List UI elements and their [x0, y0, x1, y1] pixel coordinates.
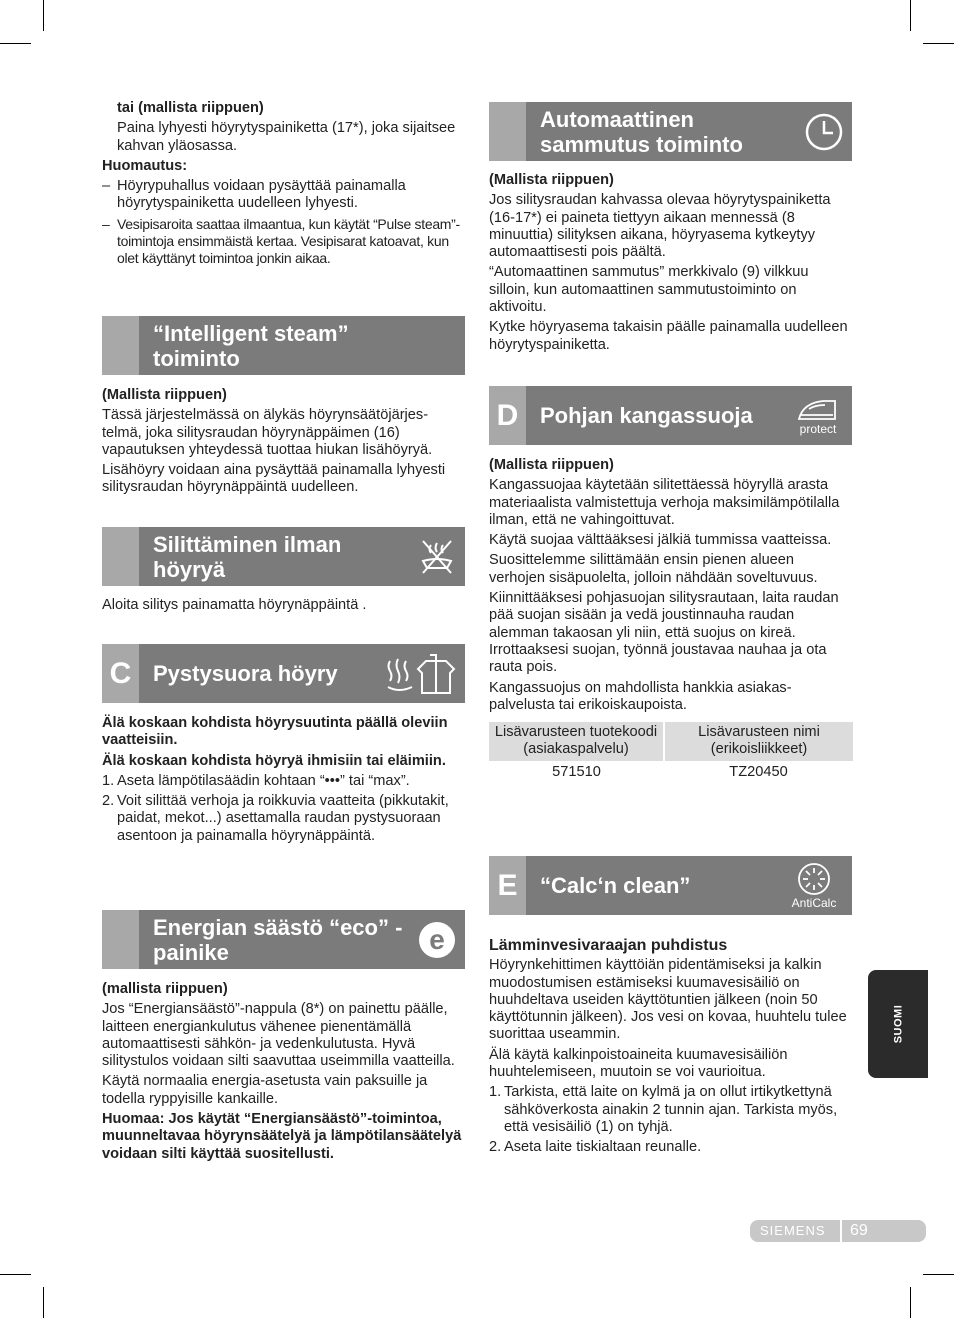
anticalc-icon: AntiCalc — [782, 860, 846, 911]
paragraph: Lisähöyry voidaan aina pysäyttää painamalla lyhyesti silitysraudan höyrynäppäintä uudelleen. — [102, 462, 446, 496]
note-label: Huomautus: — [102, 157, 188, 174]
paragraph: Aloita silitys painamatta höyrynäppäintä . — [102, 597, 367, 613]
note-paragraph: Huomaa: Jos käytät “Energiansäästö”-toimintoa, muunneltavaa höyrynsäätelyä ja lämpötilansäätelyä voidaan silti käyttää suositellusti. — [102, 1111, 462, 1162]
crop-mark — [910, 1287, 911, 1318]
paragraph: Tässä järjestelmässä on älykäs höyrynsäätöjärjes-telmä, joka silitysraudan höyrynäppäimen (16) vapautuksen yhteydessä tuottaa hiukan lisähöyryä. — [102, 407, 433, 458]
crop-mark — [0, 1274, 31, 1275]
table-header-name: Lisävarusteen nimi (erikoisliikkeet) — [664, 722, 853, 761]
footer-bar — [750, 1220, 926, 1242]
subheading: (Mallista riippuen) — [102, 387, 227, 403]
no-steam-icon — [415, 531, 459, 582]
intro-subheading: tai (mallista riippuen) — [117, 100, 264, 116]
section-tab — [102, 527, 139, 586]
paragraph: Älä käytä kalkinpoistoaineita kuumavesisäiliön huuhtelemiseen, muutoin se voi vaurioitua. — [489, 1046, 788, 1081]
subheading: (mallista riippuen) — [102, 981, 228, 997]
list-item: 2. Voit silittää verhoja ja roikkuvia vaatteita (pikkutakit, paidat, mekot...) asettamalla raudan pystysuoraan asentoon ja painamalla höyrynäppäintä. — [102, 793, 449, 844]
paragraph: “Automaattinen sammutus” merkkivalo (9) vilkkuu silloin, kun automaattinen sammutustoiminto on aktivoitu. — [489, 264, 809, 316]
note-item: – Höyrypuhallus voidaan pysäyttää painamalla höyrytyspainiketta uudelleen lyhyesti. — [102, 178, 406, 212]
warning-text: Älä koskaan kohdista höyrysuutinta päällä oleviin vaatteisiin. — [102, 715, 448, 749]
crop-mark — [43, 1287, 44, 1318]
section-header-calc-clean — [489, 856, 852, 915]
svg-text:e: e — [429, 923, 445, 955]
vertical-steam-garment-icon — [383, 648, 459, 699]
crop-mark — [43, 0, 44, 31]
crop-mark — [923, 1274, 954, 1275]
section-tab — [102, 316, 139, 375]
section-header-intelligent-steam — [102, 316, 465, 375]
section-header-vertical-steam — [102, 644, 465, 703]
section-tab — [489, 102, 526, 161]
crop-mark — [0, 43, 31, 44]
table-cell-name: TZ20450 — [729, 763, 788, 780]
paragraph: Jos silitysraudan kahvassa olevaa höyrytyspainiketta (16-17*) ei paineta tiettyyn aikaan mennessä (8 minuuttia) silityksen aikana, höyryasema kytkeytyy automaattisesti pois päältä. — [489, 192, 831, 261]
section-tab — [102, 910, 139, 969]
table-header-code: Lisävarusteen tuotekoodi (asiakaspalvelu) — [489, 722, 664, 761]
crop-mark — [923, 43, 954, 44]
section-title: Silittäminen ilman höyryä — [153, 531, 342, 582]
paragraph: Höyrynkehittimen käyttöiän pidentämiseksi ja kalkin muodostumisen estämiseksi kuumavesisäiliö on huuhdeltava useiden käyttötuntien jälkeen (noin 50 käyttötunnin jälkeen). Jos vesi on kovaa, huuhtelu tulee suorittaa useammin. — [489, 957, 847, 1043]
auto-off-body — [489, 172, 853, 357]
table-row — [489, 761, 853, 784]
subheading: (Mallista riippuen) — [489, 457, 614, 473]
left-intro — [102, 100, 466, 271]
paragraph: Kangassuojus on mahdollista hankkia asiakas-palvelusta tai erikoiskaupoista. — [489, 679, 792, 713]
section-header-eco — [102, 910, 465, 969]
eco-body — [102, 981, 466, 1166]
clock-icon — [802, 106, 846, 157]
paragraph: Kytke höyryasema takaisin päälle painamalla uudelleen höyrytyspainiketta. — [489, 319, 848, 353]
iron-protect-icon: protect — [790, 390, 846, 441]
accessory-table — [489, 722, 853, 784]
subheading: (Mallista riippuen) — [489, 172, 614, 188]
section-title: Pohjan kangassuoja — [540, 403, 753, 428]
paragraph: Käytä suojaa välttääksesi jälkiä tummissa vaatteissa. — [489, 532, 832, 549]
section-title: “Calc‘n clean” — [540, 873, 691, 898]
list-item: 2. Aseta laite tiskialtaan reunalle. — [489, 1139, 702, 1156]
paragraph: Suosittelemme silittämään ensin pienen alueen verhojen sisäpuolelta, jolloin nähdään soveltuvuus. — [489, 552, 818, 586]
intelligent-steam-body — [102, 387, 466, 500]
page-number: 69 — [850, 1222, 868, 1239]
calc-clean-body — [489, 937, 853, 1160]
subheading: Lämminvesivaraajan puhdistus — [489, 937, 728, 954]
section-header-auto-off — [489, 102, 852, 161]
note-item: – Vesipisaroita saattaa ilmaantua, kun käytät “Pulse steam”-toimintoja ensimmäistä kertaa. Vesipisarat katoavat, kun olet käyttänyt toimintoa jonkin aikaa. — [102, 215, 460, 267]
section-title: Automaattinen sammutus toiminto — [540, 106, 743, 157]
warning-text: Älä koskaan kohdista höyryä ihmisiin tai eläimiin. — [102, 752, 446, 769]
paragraph: Kangassuojaa käytetään silitettäessä höyryllä arasta materiaalista valmistettuja verhoja maksimilämpötilalla ilman, että ne vahingoittuvat. — [489, 477, 840, 528]
section-header-protect — [489, 386, 852, 445]
footer-divider — [840, 1220, 842, 1242]
section-header-no-steam — [102, 527, 465, 586]
section-letter: C — [102, 644, 139, 703]
table-cell-code: 571510 — [552, 763, 601, 780]
section-letter: D — [489, 386, 526, 445]
language-side-tab — [868, 970, 928, 1078]
section-title: Energian säästö “eco” -painike — [153, 914, 403, 965]
paragraph: Käytä normaalia energia-asetusta vain paksuille ja todella ryppyisille kankaille. — [102, 1073, 428, 1107]
crop-mark — [910, 0, 911, 31]
list-item: 1. Aseta lämpötilasäädin kohtaan “•••” tai “max”. — [102, 772, 410, 789]
no-steam-body — [102, 597, 466, 617]
language-label: SUOMI — [892, 1004, 904, 1044]
protect-body — [489, 457, 853, 784]
intro-text: Paina lyhyesti höyrytyspainiketta (17*), joka sijaitsee kahvan yläosassa. — [117, 120, 456, 154]
section-letter: E — [489, 856, 526, 915]
vertical-steam-body — [102, 715, 466, 848]
paragraph: Kiinnittääksesi pohjasuojan silitysrautaan, laita raudan pää suojan sisään ja vedä joustinnauha raudan alemman takaosan yli niin, että suojus on kireä. Irrottaaksesi suojan, työnnä joustavaa nauhaa ja ota rauta pois. — [489, 590, 839, 676]
brand-name: SIEMENS — [760, 1223, 826, 1238]
paragraph: Jos “Energiansäästö”-nappula (8*) on painettu päälle, laitteen energiankulutus vähenee pienentämällä automaattisesti sähkön- ja vedenkulutusta. Hyvä silitystulos voidaan silti saavuttaa useimmilla vaatteilla. — [102, 1001, 455, 1070]
list-item: 1. Tarkista, että laite on kylmä ja on ollut irtikytkettynä sähköverkosta ainakin 2 tunnin ajan. Tarkista myös, että vesisäiliö (1) on tyhjä. — [489, 1084, 838, 1135]
eco-e-icon — [415, 914, 459, 965]
section-title: “Intelligent steam” toiminto — [153, 320, 349, 371]
section-title: Pystysuora höyry — [153, 661, 338, 686]
